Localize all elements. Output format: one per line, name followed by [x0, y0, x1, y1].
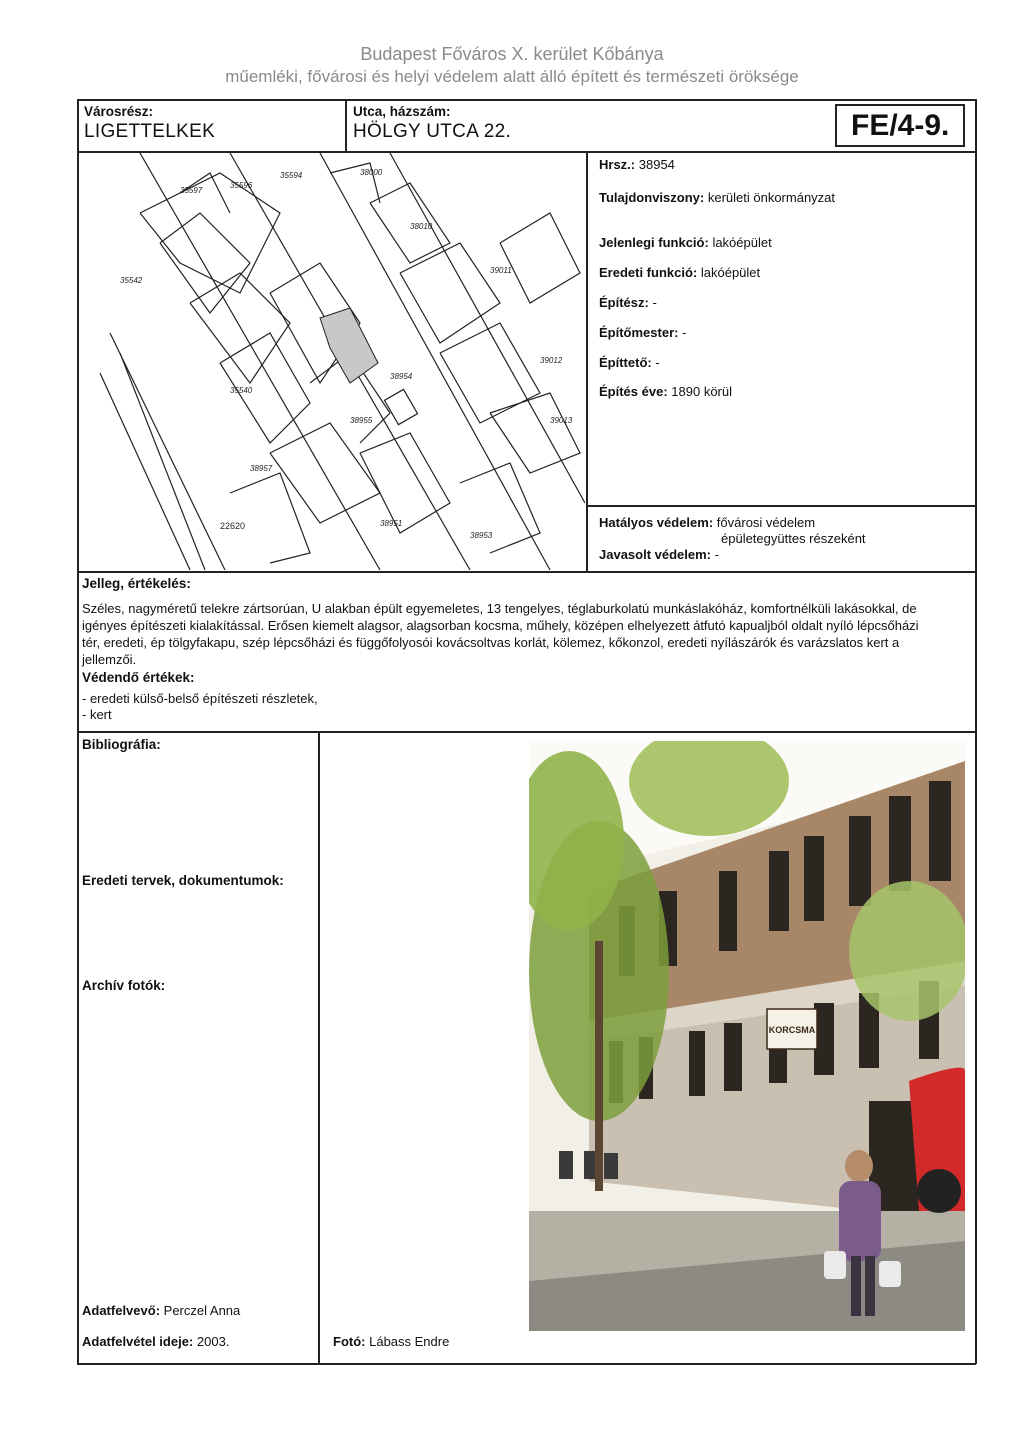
- map-label: 38957: [250, 464, 273, 473]
- architect-value: -: [652, 295, 657, 310]
- recorder-value: Perczel Anna: [163, 1303, 241, 1318]
- current-function-label: Jelenlegi funkció:: [599, 235, 709, 250]
- protection-value: fővárosi védelem: [716, 515, 816, 530]
- map-label: 39012: [540, 356, 563, 365]
- frame-bottom: [77, 1363, 976, 1365]
- map-label: 38000: [360, 168, 383, 177]
- year-row: [599, 384, 732, 399]
- date-label: Adatfelvétel ideje:: [82, 1334, 194, 1349]
- map-label: 22620: [220, 521, 246, 531]
- plans-label: Eredeti tervek, dokumentumok:: [82, 873, 284, 888]
- photo-sign: KORCSMA: [768, 1025, 816, 1035]
- owner-label: Tulajdonviszony:: [599, 190, 705, 205]
- hrsz-label: Hrsz.:: [599, 157, 636, 172]
- proposed-row: [599, 547, 719, 562]
- info-mid-line: [586, 505, 976, 507]
- highlighted-parcel: [320, 308, 378, 383]
- map-label: 38953: [470, 531, 493, 540]
- header-subtitle: műemléki, fővárosi és helyi védelem alatt álló épített és természeti öröksége: [225, 67, 799, 86]
- character-line: tér, eredeti, ép tölgyfakapu, szép lépcsőházi és függőfolyosói kovácsoltvas korlát, kölemez, kőkonzol, eredeti nyílászárók és varázslatos kert a: [82, 635, 900, 650]
- archive-label: Archív fotók:: [82, 978, 166, 993]
- character-line: Széles, nagyméretű telekre zártsorúan, U alakban épült egyemeletes, 13 tengelyes, téglaburkolatú munkáslakóház, komfortnélküli lakásokkal, de: [82, 601, 917, 616]
- protection-row: [599, 515, 815, 530]
- cadastral-map: [80, 153, 585, 570]
- map-label: 38954: [390, 372, 413, 381]
- street-label: Utca, házszám:: [353, 104, 451, 119]
- original-function-value: lakóépület: [700, 265, 761, 280]
- date-value: 2003.: [196, 1334, 230, 1349]
- photo-credit-value: Lábass Endre: [369, 1334, 450, 1349]
- character-line: jellemzői.: [82, 652, 137, 667]
- owner-row: [599, 190, 835, 205]
- info-divider: [586, 151, 588, 571]
- map-label: 38010: [410, 222, 433, 231]
- values-label: Védendő értékek:: [82, 670, 195, 685]
- hrsz-row: [599, 157, 675, 172]
- builder-label: Építőmester:: [599, 325, 679, 340]
- proposed-value: -: [714, 547, 719, 562]
- commissioner-label: Építtető:: [599, 355, 652, 370]
- header-title: Budapest Főváros X. kerület Kőbánya: [360, 44, 664, 64]
- photo-credit-label: Fotó:: [333, 1334, 366, 1349]
- record-code: FE/4-9.: [835, 104, 965, 147]
- protection-label: Hatályos védelem:: [599, 515, 714, 530]
- district-label: Városrész:: [84, 104, 154, 119]
- current-function-row: [599, 235, 772, 250]
- header-divider: [345, 99, 347, 151]
- year-label: Építés éve:: [599, 384, 668, 399]
- architect-row: [599, 295, 657, 310]
- map-label: 39013: [550, 416, 573, 425]
- map-label: 39011: [490, 266, 512, 275]
- map-label: 35596: [230, 181, 253, 190]
- current-function-value: lakóépület: [712, 235, 772, 250]
- original-function-label: Eredeti funkció:: [599, 265, 698, 280]
- recorder-label: Adatfelvevő:: [82, 1303, 161, 1318]
- values-item: - eredeti külső-belső építészeti részletek,: [82, 691, 318, 706]
- hrsz-value: 38954: [638, 157, 675, 172]
- character-label: Jelleg, értékelés:: [82, 576, 191, 591]
- frame-top: [77, 99, 976, 101]
- original-function-row: [599, 265, 760, 280]
- building-photo: [529, 741, 965, 1331]
- protection-value-2: épületegyüttes részeként: [721, 531, 866, 546]
- map-label: 35594: [280, 171, 303, 180]
- character-text: [82, 600, 974, 668]
- year-value: 1890 körül: [671, 384, 732, 399]
- map-label: 35542: [120, 276, 143, 285]
- architect-label: Építész:: [599, 295, 649, 310]
- commissioner-row: [599, 355, 660, 370]
- character-line: igényes építészeti kialakítással. Erősen kiemelt alagsor, alagsorban kocsma, műhely, középen elhelyezett átfutó kapualjból oldalt nyíló lépcsőházi: [82, 618, 919, 633]
- builder-value: -: [682, 325, 687, 340]
- date-row: [82, 1334, 229, 1349]
- owner-value: kerületi önkormányzat: [707, 190, 836, 205]
- bibliography-label: Bibliográfia:: [82, 737, 161, 752]
- commissioner-value: -: [655, 355, 660, 370]
- district-value: LIGETTELKEK: [84, 121, 216, 142]
- street-value: HÖLGY UTCA 22.: [353, 121, 512, 142]
- photo-credit: [333, 1334, 449, 1349]
- map-label: 38955: [350, 416, 373, 425]
- left-col-divider: [318, 731, 320, 1364]
- map-label: 35540: [230, 386, 253, 395]
- recorder-row: [82, 1303, 240, 1318]
- values-item: - kert: [82, 707, 112, 722]
- map-label: 38951: [380, 519, 403, 528]
- proposed-label: Javasolt védelem:: [599, 547, 712, 562]
- builder-row: [599, 325, 686, 340]
- map-bottom-line: [77, 571, 976, 573]
- map-label: 35597: [180, 186, 203, 195]
- desc-bottom-line: [77, 731, 976, 733]
